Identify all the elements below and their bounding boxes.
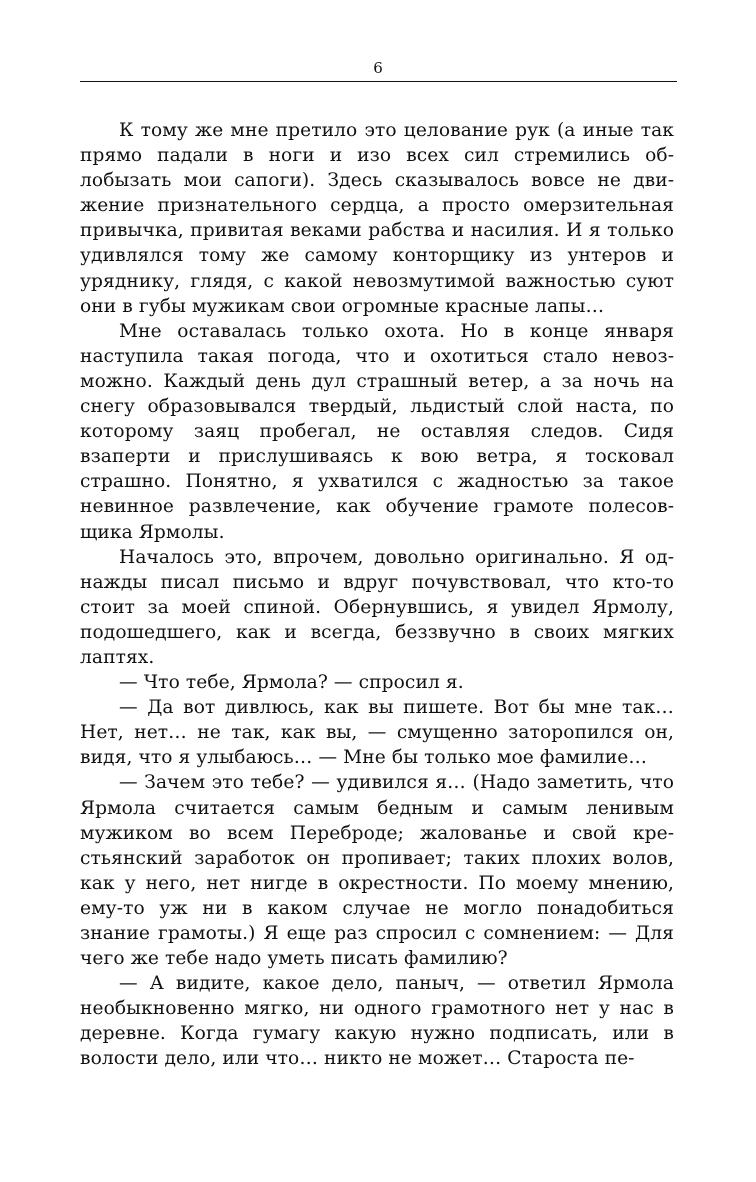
paragraph-3: Началось это, впрочем, довольно оригинально. Я однажды писал письмо и вдруг почувствовал, что кто-то стоит за моей спиной. Обернувшись, я увидел Ярмолу, подошедшего, как и всегда, беззвучно в своих мягких лаптях. — [80, 546, 674, 668]
header-rule — [80, 81, 677, 82]
dialogue-line-4: — А видите, какое дело, паныч, — ответил Ярмола необыкновенно мягко, ни одного грамотного нет у нас в деревне. Когда гумагу какую нужно подписать, или в волости дело, или что… никто не может… Староста пе- — [80, 973, 674, 1070]
paragraph-1: К тому же мне претило это целование рук (а иные так прямо падали в ноги и изо всех сил стремились облобызать мои сапоги). Здесь сказывалось вовсе не движение признательного сердца, а просто омерзительная привычка, привитая веками рабства и насилия. И я только удивлялся тому же самому конторщику из унтеров и уряднику, глядя, с какой невозмутимой важностью суют они в губы мужикам свои огромные красные лапы… — [80, 120, 674, 317]
dialogue-line-1: — Что тебе, Ярмола? — спросил я. — [119, 672, 464, 694]
dialogue-line-2: — Да вот дивлюсь, как вы пишете. Вот бы мне так… Нет, нет… не так, как вы, — смущенно заторопился он, видя, что я улыбаюсь… — Мне бы только мое фамилие… — [80, 697, 674, 769]
page-body — [80, 118, 674, 1072]
dialogue-line-3: — Зачем это тебе? — удивился я… (Надо заметить, что Ярмола считается самым бедным и самым ленивым мужиком во всем Переброде; жалованье и свой крестьянский заработок он пропивает; таких плохих волов, как у него, нет нигде в окрестности. По моему мнению, ему-то уж ни в каком случае не могло понадобиться знание грамоты.) Я еще раз спросил с сомнением: — Для чего же тебе надо уметь писать фамилию? — [80, 772, 674, 970]
paragraph-2: Мне оставалась только охота. Но в конце января наступила такая погода, что и охотиться стало невозможно. Каждый день дул страшный ветер, а за ночь на снегу образовывался твердый, льдистый слой наста, по которому заяц пробегал, не оставляя следов. Сидя взаперти и прислушиваясь к вою ветра, я тосковал страшно. Понятно, я ухватился с жадностью за такое невинное развлечение, как обучение грамоте полесовщика Ярмолы. — [80, 320, 674, 543]
page-number: 6 — [373, 59, 383, 77]
